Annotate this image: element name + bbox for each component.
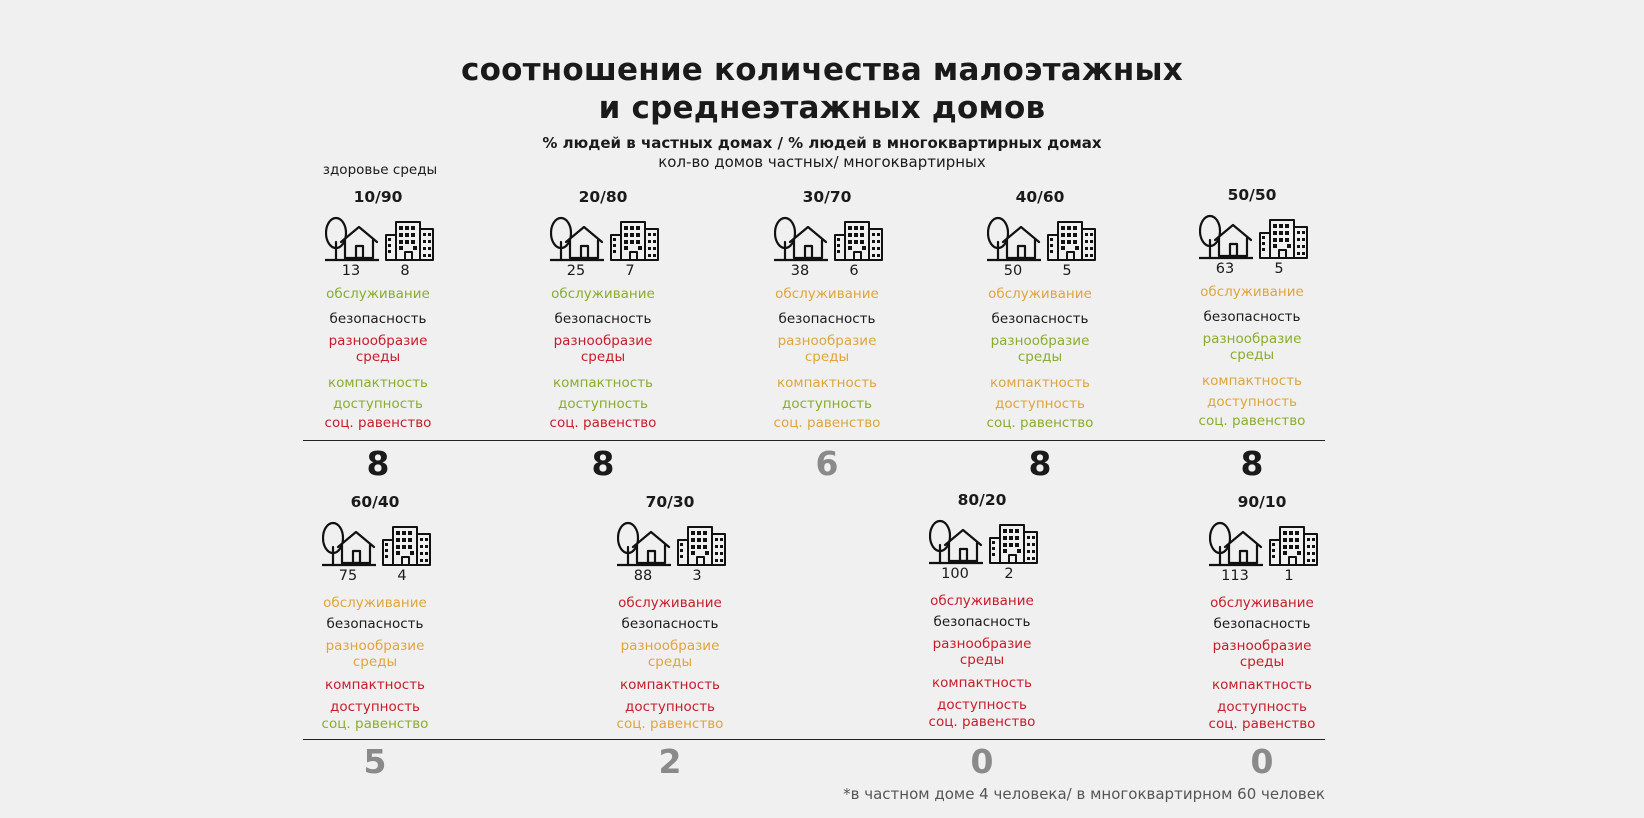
house-with-tree-icon — [774, 216, 828, 262]
apartment-building-icon — [989, 524, 1039, 564]
criterion-social-equality: соц. равенство — [1208, 716, 1316, 732]
criterion-accessibility: доступность — [624, 699, 716, 715]
divider-bottom-row — [303, 739, 1325, 740]
health-score-30-70: 6 — [815, 444, 839, 483]
house-counts — [1167, 262, 1337, 280]
criterion-social-equality: соц. равенство — [324, 415, 432, 431]
criterion-safety: безопасность — [326, 616, 424, 632]
subtitle-percent: % людей в частных домах / % людей в многоквартирных домах — [542, 134, 1102, 152]
criterion-safety: безопасность — [991, 311, 1089, 327]
criterion-compactness: компактность — [552, 375, 654, 391]
apartment-building-count: 8 — [400, 263, 410, 279]
health-score-90-10: 0 — [1250, 742, 1274, 781]
criterion-diversity: разнообразие — [932, 636, 1032, 652]
divider-top-row — [303, 440, 1325, 441]
health-score-60-40: 5 — [363, 742, 387, 781]
criterion-service: обслуживание — [775, 286, 879, 302]
criterion-social-equality: соц. равенство — [773, 415, 881, 431]
criterion-diversity: разнообразие — [325, 638, 425, 654]
criterion-diversity-line-2: среды — [1239, 654, 1285, 670]
apartment-building-count: 3 — [692, 568, 702, 584]
criterion-service: обслуживание — [1210, 595, 1314, 611]
house-with-tree-icon — [987, 216, 1041, 262]
apartment-building-count: 6 — [849, 263, 859, 279]
criterion-social-equality: соц. равенство — [1198, 413, 1306, 429]
criterion-social-equality: соц. равенство — [928, 714, 1036, 730]
house-counts — [742, 264, 912, 282]
apartment-building-count: 1 — [1284, 568, 1294, 584]
house-counts — [585, 569, 755, 587]
criterion-diversity-line-2: среды — [580, 349, 626, 365]
criterion-diversity-line-2: среды — [647, 654, 693, 670]
house-counts — [293, 264, 463, 282]
private-house-count: 113 — [1221, 568, 1249, 584]
health-score-50-50: 8 — [1240, 444, 1264, 483]
criterion-accessibility: доступность — [1206, 394, 1298, 410]
private-house-count: 88 — [633, 568, 653, 584]
icon-group — [293, 216, 463, 262]
house-with-tree-icon — [1199, 214, 1253, 260]
criterion-compactness: компактность — [327, 375, 429, 391]
criterion-safety: безопасность — [1213, 616, 1311, 632]
criterion-accessibility: доступность — [994, 396, 1086, 412]
apartment-building-icon — [382, 526, 432, 566]
health-score-20-80: 8 — [591, 444, 615, 483]
criterion-service: обслуживание — [551, 286, 655, 302]
private-house-count: 75 — [338, 568, 358, 584]
criterion-safety: безопасность — [1203, 309, 1301, 325]
criterion-compactness: компактность — [1211, 677, 1313, 693]
criterion-accessibility: доступность — [332, 396, 424, 412]
title-line-1: соотношение количества малоэтажных — [461, 52, 1183, 88]
criterion-social-equality: соц. равенство — [616, 716, 724, 732]
house-with-tree-icon — [325, 216, 379, 262]
ratio-label: 30/70 — [802, 188, 852, 206]
health-score-40-60: 8 — [1028, 444, 1052, 483]
icon-group — [585, 521, 755, 567]
ratio-label: 70/30 — [645, 493, 695, 511]
health-score-10-90: 8 — [366, 444, 390, 483]
criterion-service: обслуживание — [930, 593, 1034, 609]
criterion-diversity: разнообразие — [1202, 331, 1302, 347]
criterion-compactness: компактность — [989, 375, 1091, 391]
apartment-building-count: 5 — [1274, 261, 1284, 277]
criterion-diversity: разнообразие — [1212, 638, 1312, 654]
criterion-compactness: компактность — [324, 677, 426, 693]
criterion-service: обслуживание — [988, 286, 1092, 302]
criterion-diversity-line-2: среды — [1017, 349, 1063, 365]
health-label: здоровье среды — [322, 162, 438, 178]
health-score-70-30: 2 — [658, 742, 682, 781]
criterion-safety: безопасность — [621, 616, 719, 632]
criterion-diversity: разнообразие — [553, 333, 653, 349]
apartment-building-icon — [677, 526, 727, 566]
house-with-tree-icon — [929, 519, 983, 565]
house-counts — [955, 264, 1125, 282]
ratio-label: 40/60 — [1015, 188, 1065, 206]
criterion-diversity-line-2: среды — [804, 349, 850, 365]
private-house-count: 63 — [1215, 261, 1235, 277]
criterion-safety: безопасность — [554, 311, 652, 327]
house-with-tree-icon — [1209, 521, 1263, 567]
criterion-safety: безопасность — [933, 614, 1031, 630]
criterion-diversity-line-2: среды — [959, 652, 1005, 668]
house-with-tree-icon — [550, 216, 604, 262]
private-house-count: 50 — [1003, 263, 1023, 279]
apartment-building-icon — [610, 221, 660, 261]
subtitle-count: кол-во домов частных/ многоквартирных — [658, 153, 986, 171]
icon-group — [955, 216, 1125, 262]
ratio-label: 50/50 — [1227, 186, 1277, 204]
criterion-social-equality: соц. равенство — [321, 716, 429, 732]
criterion-diversity: разнообразие — [990, 333, 1090, 349]
private-house-count: 100 — [941, 566, 969, 582]
criterion-diversity-line-2: среды — [1229, 347, 1275, 363]
criterion-social-equality: соц. равенство — [549, 415, 657, 431]
apartment-building-icon — [834, 221, 884, 261]
criterion-accessibility: доступность — [557, 396, 649, 412]
apartment-building-count: 5 — [1062, 263, 1072, 279]
criterion-service: обслуживание — [326, 286, 430, 302]
health-score-80-20: 0 — [970, 742, 994, 781]
house-counts — [290, 569, 460, 587]
criterion-diversity: разнообразие — [328, 333, 428, 349]
criterion-compactness: компактность — [931, 675, 1033, 691]
icon-group — [1177, 521, 1347, 567]
criterion-service: обслуживание — [618, 595, 722, 611]
house-counts — [518, 264, 688, 282]
house-counts — [897, 567, 1067, 585]
title-line-2: и среднеэтажных домов — [598, 90, 1046, 126]
criterion-compactness: компактность — [619, 677, 721, 693]
private-house-count: 38 — [790, 263, 810, 279]
criterion-social-equality: соц. равенство — [986, 415, 1094, 431]
criterion-compactness: компактность — [1201, 373, 1303, 389]
criterion-safety: безопасность — [778, 311, 876, 327]
icon-group — [1167, 214, 1337, 260]
apartment-building-count: 2 — [1004, 566, 1014, 582]
criterion-diversity: разнообразие — [620, 638, 720, 654]
apartment-building-icon — [1047, 221, 1097, 261]
private-house-count: 25 — [566, 263, 586, 279]
ratio-label: 90/10 — [1237, 493, 1287, 511]
criterion-diversity-line-2: среды — [355, 349, 401, 365]
apartment-building-icon — [385, 221, 435, 261]
criterion-diversity: разнообразие — [777, 333, 877, 349]
ratio-label: 80/20 — [957, 491, 1007, 509]
criterion-accessibility: доступность — [1216, 699, 1308, 715]
criterion-accessibility: доступность — [781, 396, 873, 412]
criterion-safety: безопасность — [329, 311, 427, 327]
house-with-tree-icon — [617, 521, 671, 567]
ratio-label: 60/40 — [350, 493, 400, 511]
icon-group — [742, 216, 912, 262]
footnote: *в частном доме 4 человека/ в многоквартирном 60 человек — [843, 785, 1325, 803]
criterion-accessibility: доступность — [936, 697, 1028, 713]
criterion-compactness: компактность — [776, 375, 878, 391]
house-with-tree-icon — [322, 521, 376, 567]
criterion-diversity-line-2: среды — [352, 654, 398, 670]
apartment-building-icon — [1269, 526, 1319, 566]
apartment-building-count: 7 — [625, 263, 635, 279]
house-counts — [1177, 569, 1347, 587]
apartment-building-icon — [1259, 219, 1309, 259]
icon-group — [518, 216, 688, 262]
criterion-service: обслуживание — [323, 595, 427, 611]
criterion-service: обслуживание — [1200, 284, 1304, 300]
ratio-label: 20/80 — [578, 188, 628, 206]
apartment-building-count: 4 — [397, 568, 407, 584]
icon-group — [897, 519, 1067, 565]
icon-group — [290, 521, 460, 567]
ratio-label: 10/90 — [353, 188, 403, 206]
criterion-accessibility: доступность — [329, 699, 421, 715]
private-house-count: 13 — [341, 263, 361, 279]
